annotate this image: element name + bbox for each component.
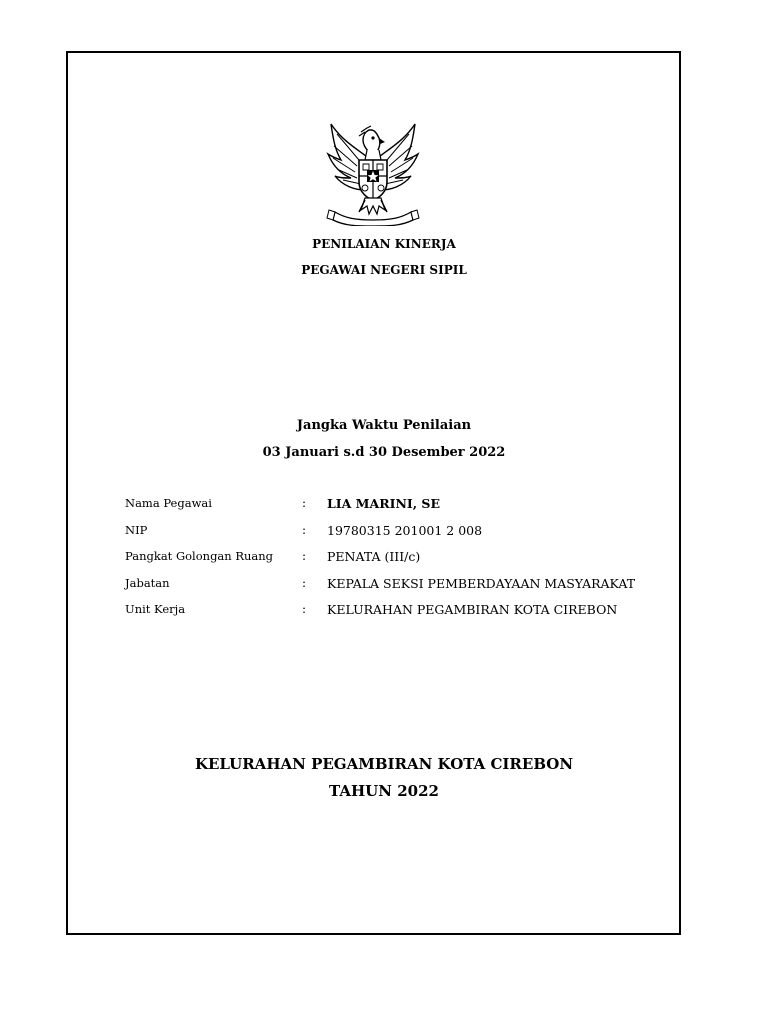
info-label: Pangkat Golongan Ruang (125, 549, 274, 563)
document-title-line-2: PEGAWAI NEGERI SIPIL (301, 263, 467, 277)
info-row-rank (125, 549, 685, 576)
period-value: 03 Januari s.d 30 Desember 2022 (262, 445, 506, 460)
info-value-name: LIA MARINI, SE (327, 496, 440, 511)
info-row-unit (125, 602, 685, 629)
info-label: Nama Pegawai (125, 496, 212, 510)
info-separator: : (302, 602, 307, 616)
info-separator: : (302, 522, 307, 537)
footer-year: TAHUN 2022 (329, 782, 439, 800)
period-label: Jangka Waktu Penilaian (296, 418, 472, 433)
info-row-name (125, 496, 685, 523)
info-row-nip (125, 523, 685, 550)
info-separator: : (302, 496, 307, 510)
info-value-unit: KELURAHAN PEGAMBIRAN KOTA CIREBON (327, 602, 618, 617)
info-separator: : (302, 549, 307, 563)
info-label: Unit Kerja (125, 602, 186, 616)
info-separator: : (302, 575, 307, 590)
info-label: Jabatan (125, 575, 170, 590)
info-value-nip: 19780315 201001 2 008 (327, 522, 483, 538)
garuda-pancasila-emblem-icon (325, 120, 421, 226)
info-value-position: KEPALA SEKSI PEMBERDAYAAN MASYARAKAT (327, 575, 636, 591)
document-title-line-1: PENILAIAN KINERJA (312, 237, 456, 251)
footer-office: KELURAHAN PEGAMBIRAN KOTA CIREBON (194, 755, 574, 773)
info-label: NIP (125, 522, 148, 537)
info-row-position (125, 576, 685, 603)
employee-info-table (125, 496, 685, 629)
info-value-rank: PENATA (III/c) (327, 549, 421, 564)
